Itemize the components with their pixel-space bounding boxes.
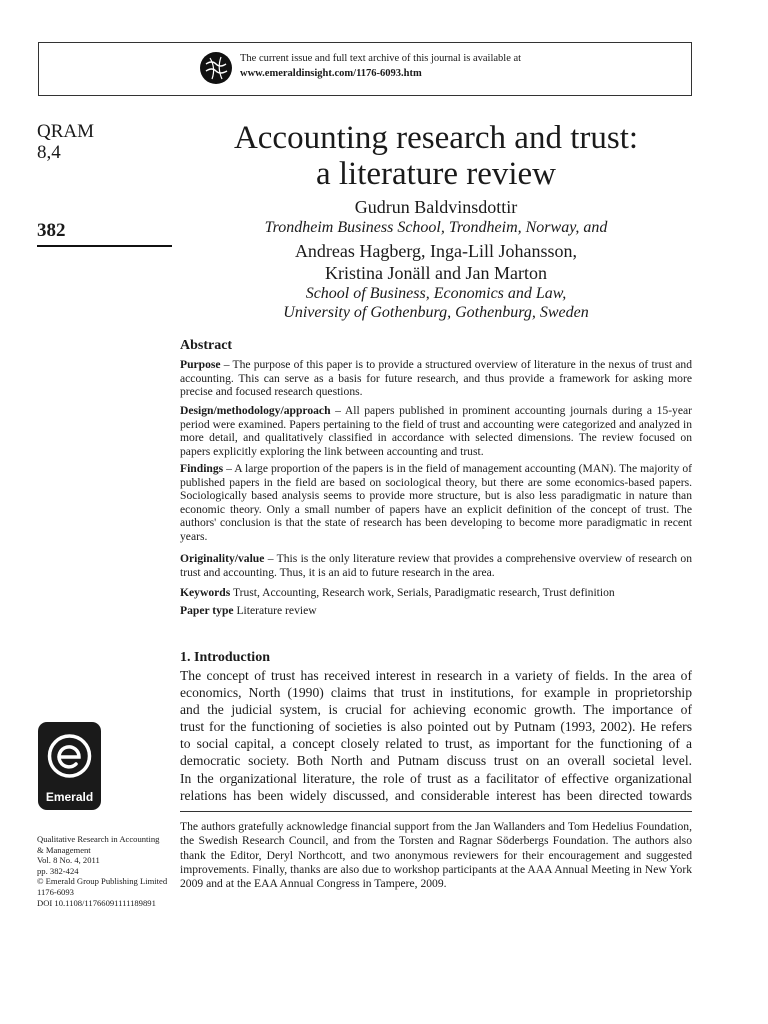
- citation-line: & Management: [37, 844, 91, 855]
- acknowledgement-footnote: The authors gratefully acknowledge financial support from the Jan Wallanders and Tom Hedelius Foundation, the Swedish Research Council, and from the Torsten and Ragnar Söderbergs Foundation. The authors also thank the Editor, Deryl Northcott, and two anonymous reviewers for their encouragement and suggested improvements. Finally, thanks are also due to workshop participants at the AAA Annual Meeting in New York 2009 and at the EAA Annual Congress in Tampere, 2009.: [180, 820, 692, 891]
- abstract-purpose: Purpose – The purpose of this paper is to provide a structured overview of literature in the nexus of trust and accounting. This can serve as a basis for future research, and thus provide a framework for asking more precise and focused research questions.: [180, 358, 692, 399]
- author-names: Andreas Hagberg, Inga-Lill Johansson,: [294, 241, 578, 261]
- citation-line: 1176-6093: [37, 886, 74, 897]
- footnote-divider: [180, 811, 692, 812]
- emerald-logo: [38, 722, 101, 810]
- citation-line: Vol. 8 No. 4, 2011: [37, 855, 100, 866]
- title-line: Accounting research and trust:: [233, 120, 639, 156]
- citation-line: DOI 10.1108/11766091111189891: [37, 897, 156, 908]
- citation-line: pp. 382-424: [37, 865, 79, 876]
- globe-icon: [200, 52, 232, 84]
- author-block: [180, 240, 692, 322]
- intro-line: trust for the functioning of societies is also pointed out by Putnam (1993, 2002). He refers: [180, 719, 692, 735]
- author-name: Gudrun Baldvinsdottir: [354, 197, 518, 217]
- citation-line: © Emerald Group Publishing Limited: [37, 876, 168, 887]
- intro-line: The concept of trust has received interest in research in a variety of fields. In the area of: [180, 668, 692, 683]
- author-names: Kristina Jonäll and Jan Marton: [325, 263, 547, 283]
- citation-block: [37, 834, 177, 908]
- abstract-heading: Abstract: [180, 338, 233, 353]
- journal-url-link[interactable]: www.emeraldinsight.com/1176-6093.htm: [240, 68, 422, 79]
- introduction-body: [180, 667, 692, 804]
- margin-divider: [37, 245, 172, 247]
- abstract-design: Design/methodology/approach – All papers published in prominent accounting journals during a 15-year period were examined. Papers pertaining to the field of trust and accounting were categorized and analyzed in more detail, and qualitatively classified in accordance with selected dimensions. The review focused on papers explicitly exploring the link between accounting and trust.: [180, 404, 692, 458]
- section-heading: 1. Introduction: [180, 650, 270, 665]
- author-affiliation: School of Business, Economics and Law,: [305, 285, 567, 302]
- author-block: [180, 196, 692, 237]
- intro-line: In the organizational literature, the role of trust as a facilitator of effective organizational: [180, 770, 692, 786]
- abstract-keywords: Keywords Trust, Accounting, Research work, Serials, Paradigmatic research, Trust definition: [180, 586, 615, 599]
- page-number: 382: [37, 220, 66, 241]
- intro-line: relations has been widely discussed, and considerable interest has been directed towards: [180, 787, 692, 803]
- intro-line: economics, North (1990) claims that trust in institutions, for example in proprietorship: [180, 685, 692, 701]
- author-affiliation: Trondheim Business School, Trondheim, Norway, and: [264, 219, 608, 236]
- logo-wordmark: Emerald: [45, 790, 94, 804]
- abstract-findings: Findings – A large proportion of the papers is in the field of management accounting (MAN). The majority of published papers in the field are based on sociological theory, but there are some economics-based papers. Sociologically based analysis seems to provide more structure, but is also less paradigmatic in nature than economic theory. Only a small number of papers have an explicit definition of the concept of trust. The authors' conclusion is that the state of research has been developing to become more paradigmatic in recent years.: [180, 462, 692, 543]
- citation-line: Qualitative Research in Accounting: [37, 834, 160, 844]
- title-line: a literature review: [315, 156, 557, 192]
- abstract-paper-type: Paper type Literature review: [180, 604, 317, 617]
- article-title: [180, 120, 692, 192]
- notice-text: The current issue and full text archive of this journal is available at: [240, 53, 522, 64]
- intro-line: to social capital, a concept closely related to trust, as important for the functioning of a: [180, 736, 692, 752]
- author-affiliation: University of Gothenburg, Gothenburg, Sweden: [283, 304, 589, 321]
- intro-line: democratic society. Both North and Putnam discuss trust on an overall societal level.: [180, 753, 692, 769]
- volume-issue: 8,4: [37, 142, 61, 163]
- abstract-originality: Originality/value – This is the only literature review that provides a comprehensive overview of research on trust and accounting. Thus, it is an aid to future research in the area.: [180, 552, 692, 579]
- intro-line: and the judicial system, is crucial for achieving economic growth. The importance of: [180, 702, 692, 718]
- journal-abbreviation: QRAM: [37, 121, 95, 142]
